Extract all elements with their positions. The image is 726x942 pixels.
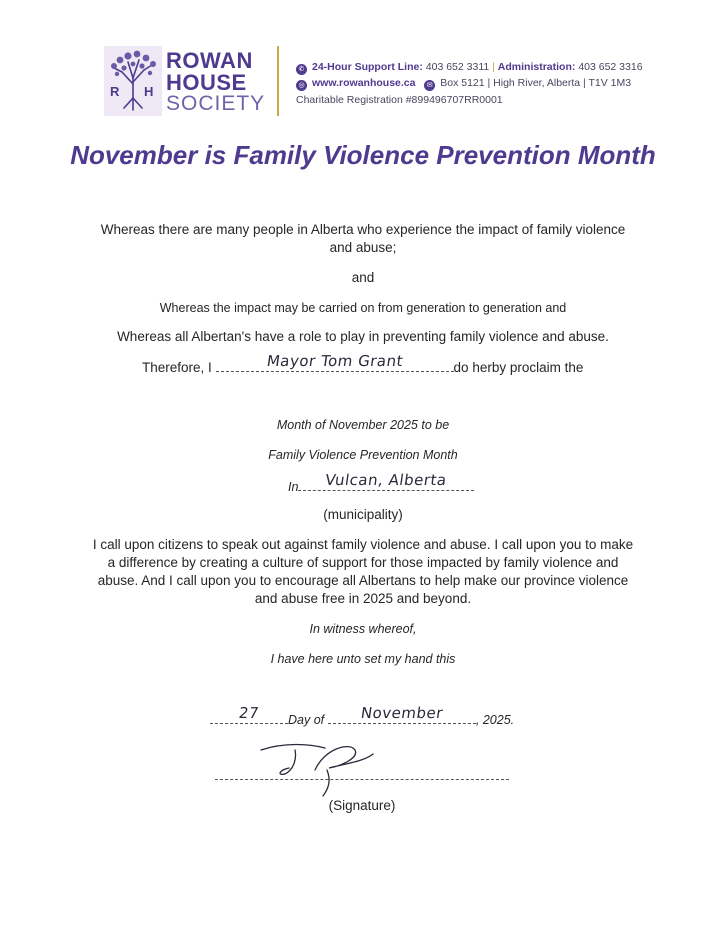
logo-name-society: SOCIETY [166,92,266,115]
mailing-address: Box 5121 | High River, Alberta | T1V 1M3 [440,77,632,89]
proclaimer-prefix: Therefore, I [142,360,212,375]
admin-phone: 403 652 3316 [578,61,643,73]
proclaimer-name-handwritten: Mayor Tom Grant [265,352,404,370]
logo-name-rowan: ROWAN [166,48,253,73]
proclaimer-suffix: do herby proclaim the [453,360,584,375]
date-row [210,704,515,727]
admin-label: Administration: [497,61,576,73]
whereas-and: and [351,270,375,285]
contact-web-address [296,78,631,91]
mail-icon: ✉ [424,80,435,91]
phone-icon: ✆ [296,64,307,75]
year-label: , 2025. [475,713,515,727]
in-label: In [288,480,299,494]
header-divider [277,46,279,116]
globe-icon: ◎ [296,80,307,91]
rowan-house-logo-tree-icon [104,46,162,116]
day-field[interactable] [210,704,288,724]
whereas-line-2: Whereas the impact may be carried on from generation to generation and [159,301,567,315]
support-phone: 403 652 3311 [425,61,490,73]
website-link[interactable]: www.rowanhouse.ca [312,77,416,89]
day-of-label: Day of [288,713,325,727]
proclaimer-row [142,352,584,375]
charitable-registration: Charitable Registration #899496707RR0001 [296,94,503,106]
contact-phones: ✆ 24-Hour Support Line: 403 652 3311 | Administration: 403 652 3316 [296,62,643,75]
month-line: Month of November 2025 to be [276,418,450,432]
month-name-line: Family Violence Prevention Month [268,448,458,462]
municipality-row [288,471,474,494]
svg-text:H: H [144,84,154,99]
municipality-field[interactable] [298,471,474,491]
municipality-caption: (municipality) [323,507,403,522]
signature-field[interactable] [215,779,509,780]
whereas-line-1: Whereas there are many people in Alberta who experience the impact of family violence and abuse; [100,222,626,255]
month-handwritten: November [359,704,445,722]
call-to-action: I call upon citizens to speak out against family violence and abuse. I call upon you to make a difference by creating a culture of support for those impacted by family violence and abuse. And I call upon you to encourage all Albertans to help make our province violence and abuse free in 2025 and beyond. [92,537,634,606]
day-handwritten: 27 [237,704,261,722]
witness-line-2: I have here unto set my hand this [270,652,456,666]
signature-label: (Signature) [328,798,396,813]
svg-text:R: R [110,84,120,99]
signature-scrawl-icon [255,740,385,800]
page-title: November is Family Violence Prevention Month [70,140,656,170]
proclaimer-name-field[interactable] [216,352,454,372]
logo-name-house: HOUSE [166,70,247,95]
witness-line-1: In witness whereof, [309,622,417,636]
month-field[interactable] [328,704,476,724]
municipality-handwritten: Vulcan, Alberta [324,471,449,489]
support-label: 24-Hour Support Line: [312,61,423,73]
whereas-line-3: Whereas all Albertan's have a role to play in preventing family violence and abuse. [117,329,609,344]
